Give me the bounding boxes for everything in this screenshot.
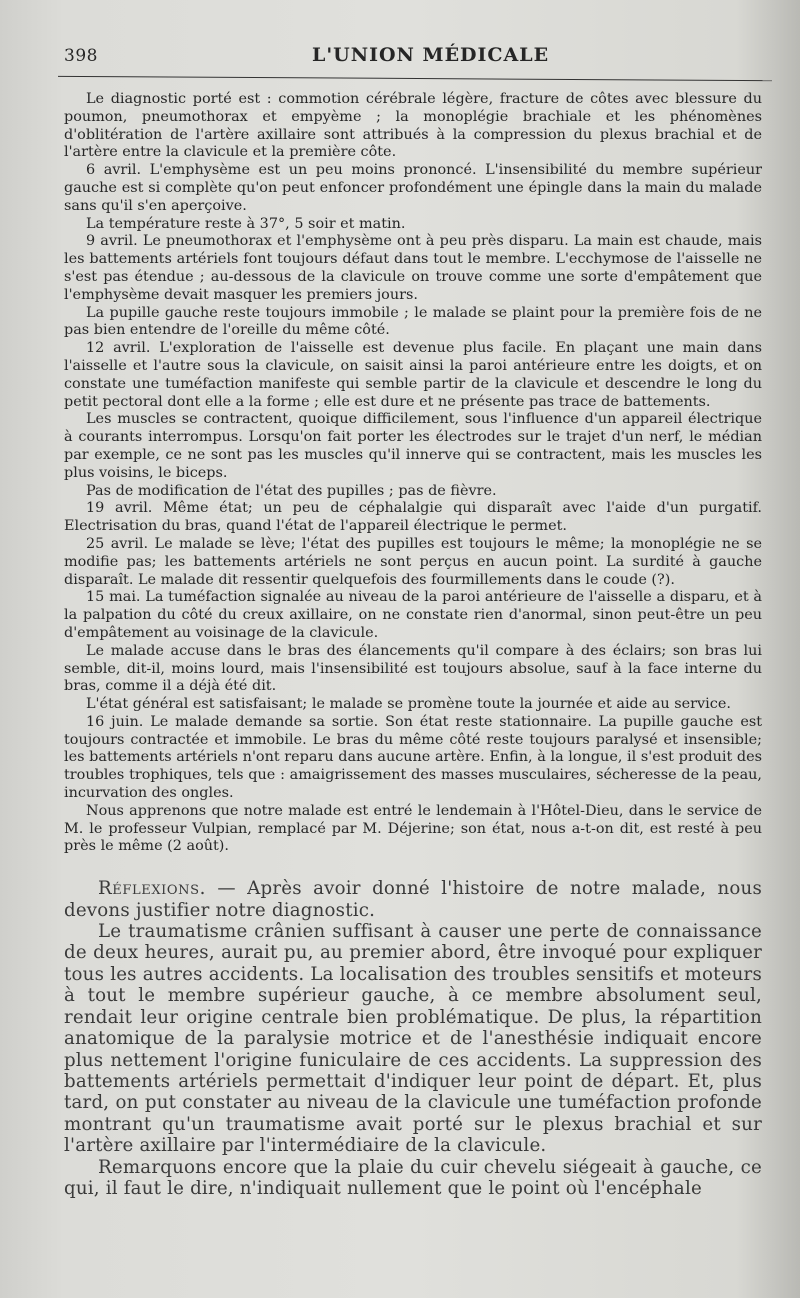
paragraph-25-avril: 25 avril. Le malade se lève; l'état des pupilles est toujours le même; la monoplégie ne se modifie pas; les battements artériels ne sont perçus en aucun point. La surdité à gauche disparaît. Le malade dit ressentir quelquefois des fourmillements dans le coude (?). (64, 535, 762, 588)
case-report-body (64, 91, 762, 856)
reflexions-traumatisme: Le traumatisme crânien suffisant à causer une perte de connaissance de deux heures, aurait pu, au premier abord, être invoqué pour expliquer tous les autres accidents. La localisation des troubles sensitifs et moteurs à tout le membre supérieur gauche, à ce membre absolument seul, rendait leur origine centrale bien problématique. De plus, la répartition anatomique de la paralysie motrice et de l'anesthésie indiquait encore plus nettement l'origine funiculaire de ces accidents. La suppression des battements artériels permettait d'indiquer leur point de départ. Et, plus tard, on put constater au niveau de la clavicule une tuméfaction profonde montrant qu'un traumatisme avait porté sur le plexus brachial et sur l'artère axillaire par l'intermédiaire de la clavicule. (64, 921, 762, 1157)
paragraph-6-avril: 6 avril. L'emphysème est un peu moins prononcé. L'insensibilité du membre supérieur gauche est si complète qu'on peut enfoncer profondément une épingle dans la main du malade sans qu'il s'en aperçoive. (64, 162, 762, 214)
paragraph-pupille: La pupille gauche reste toujours immobile ; le malade se plaint pour la première fois de ne pas bien entendre de l'oreille du même côté. (64, 304, 762, 339)
paragraph-elancements: Le malade accuse dans le bras des élancements qu'il compare à des éclairs; son bras lui semble, dit-il, moins lourd, mais l'insensibilité est toujours absolue, sauf à la face interne du bras, comme il a déjà été dit. (64, 642, 762, 695)
paragraph-muscles: Les muscles se contractent, quoique difficilement, sous l'influence d'un appareil électrique à courants interrompus. Lorsqu'on fait porter les électrodes sur le trajet d'un nerf, le médian par exemple, ce ne sont pas les muscles qu'il innerve qui se contractent, mais les muscles les plus voisins, le biceps. (64, 411, 762, 481)
paragraph-etat-general: L'état général est satisfaisant; le malade se promène toute la journée et aide au service. (86, 696, 731, 713)
paragraph-pupilles: Pas de modification de l'état des pupilles ; pas de fièvre. (86, 482, 497, 499)
paragraph-19-avril: 19 avril. Même état; un peu de céphalalgie qui disparaît avec l'aide d'un purgatif. Electrisation du bras, quand l'état de l'appareil électrique le permet. (64, 500, 762, 535)
header-rule (58, 76, 772, 81)
page-number: 398 (64, 46, 98, 66)
reflexions-heading: Réflexions. (98, 878, 207, 900)
running-head (64, 38, 762, 74)
reflexions-intro-text: — Après avoir donné l'histoire de notre malade, nous devons justifier notre diagnostic. (64, 878, 762, 921)
reflexions-section (64, 878, 762, 1199)
paragraph-temperature: La température reste à 37°, 5 soir et matin. (86, 215, 406, 232)
reflexions-remarquons: Remarquons encore que la plaie du cuir chevelu siégeait à gauche, ce qui, il faut le dire, n'indiquait nullement que le point où l'encéphale (64, 1156, 762, 1199)
journal-title: L'UNION MÉDICALE (312, 44, 550, 66)
paragraph-9-avril: 9 avril. Le pneumothorax et l'emphysème ont à peu près disparu. La main est chaude, mais les battements artériels font toujours défaut dans tout le membre. L'ecchymose de l'aisselle ne s'est pas étendue ; au-dessous de la clavicule on trouve comme une sorte d'empâtement que l'emphysème devait masquer les premiers jours. (64, 233, 762, 303)
section-gap (64, 856, 762, 878)
paragraph-15-mai: 15 mai. La tuméfaction signalée au niveau de la paroi antérieure de l'aisselle a disparu, et à la palpation du côté du creux axillaire, on ne constate rien d'anormal, sinon peut-être un peu d'empâtement au voisinage de la clavicule. (64, 589, 762, 641)
paragraph-12-avril: 12 avril. L'exploration de l'aisselle est devenue plus facile. En plaçant une main dans l'aisselle et l'autre sous la clavicule, on saisit ainsi la paroi antérieure entre les doigts, et on constate une tuméfaction manifeste qui semble partir de la clavicule et descendre le long du petit pectoral dont elle a la forme ; elle est dure et ne présente pas trace de battements. (64, 340, 762, 410)
reflexions-intro (64, 878, 762, 921)
paragraph-16-juin: 16 juin. Le malade demande sa sortie. Son état reste stationnaire. La pupille gauche est toujours contractée et immobile. Le bras du même côté reste toujours paralysé et insensible; les battements artériels n'ont reparu dans aucune artère. Enfin, à la longue, il s'est produit des troubles trophiques, tels que : amaigrissement des masses musculaires, sécheresse de la peau, incurvation des ongles. (64, 713, 762, 802)
paragraph-diagnosis: Le diagnostic porté est : commotion cérébrale légère, fracture de côtes avec blessure du poumon, pneumothorax et empyème ; la monoplégie brachiale et les phénomènes d'oblitération de l'artère axillaire sont attribués à la compression du plexus brachial et de l'artère entre la clavicule et la première côte. (64, 91, 762, 161)
paragraph-hotel-dieu: Nous apprenons que notre malade est entré le lendemain à l'Hôtel-Dieu, dans le service de M. le professeur Vulpian, remplacé par M. Déjerine; son état, nous a-t-on dit, est resté à peu près le même (2 août). (64, 802, 762, 855)
